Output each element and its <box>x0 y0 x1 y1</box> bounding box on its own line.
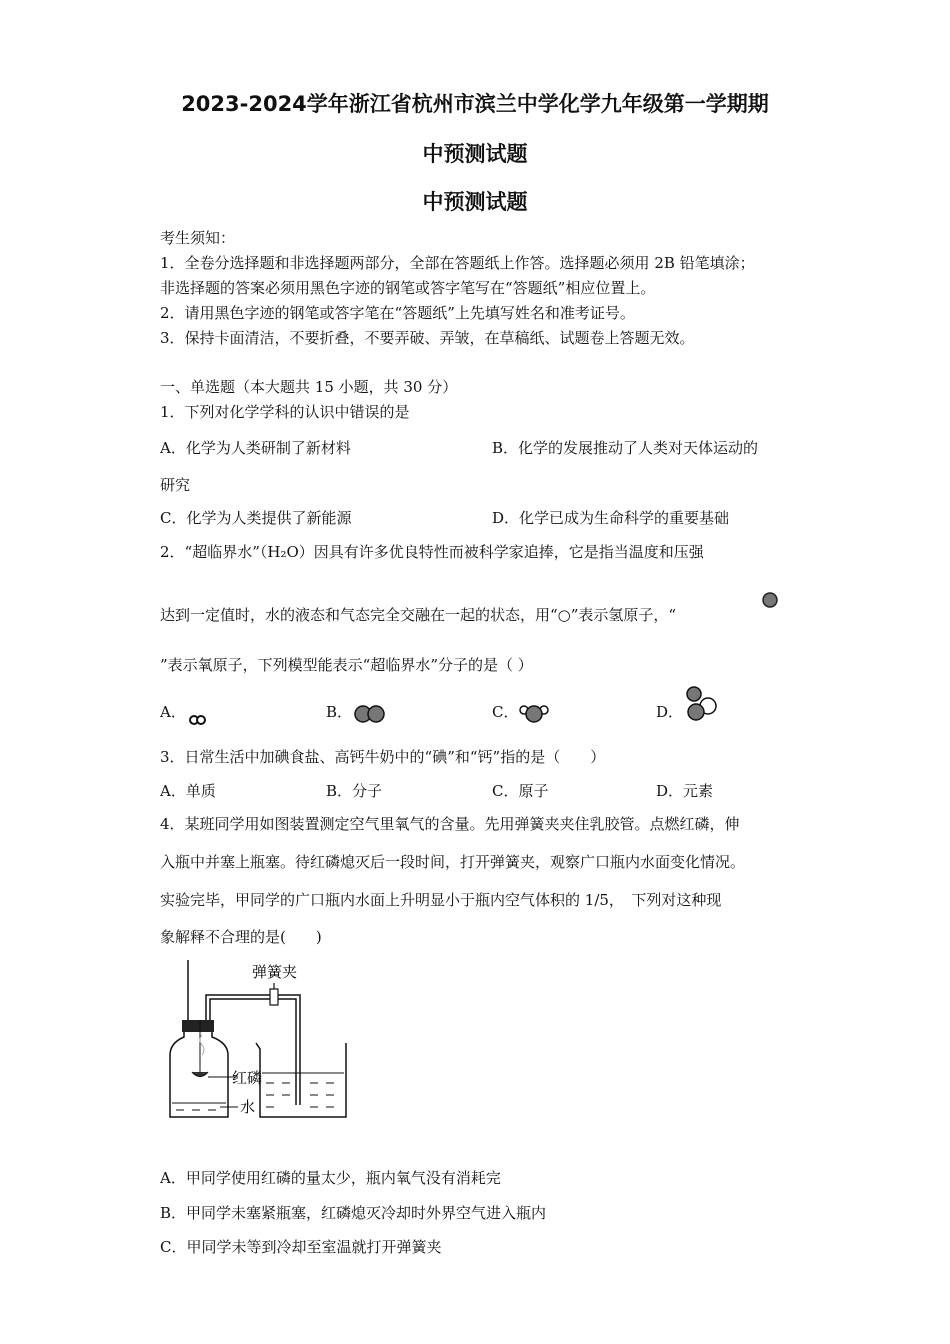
q4-option-b[interactable]: B．甲同学未塞紧瓶塞，红磷熄灭冷却时外界空气进入瓶内 <box>160 1204 547 1222</box>
page-title: 2023-2024学年浙江省杭州市滨兰中学化学九年级第一学期期 <box>181 92 769 116</box>
molecule-c-icon <box>518 702 550 726</box>
label-spring-clip: 弹簧夹 <box>252 963 298 981</box>
q3-stem: 3．日常生活中加碘食盐、高钙牛奶中的“碘”和“钙”指的是（ ） <box>160 748 606 766</box>
page-subtitle: 中预测试题 <box>422 142 528 166</box>
q2-option-a[interactable]: A． <box>160 703 186 721</box>
q3-option-d[interactable]: D．元素 <box>656 782 714 800</box>
q2-stem-cont: 达到一定值时，水的液态和气态完全交融在一起的状态，用“○”表示氢原子，“ <box>160 606 677 624</box>
q1-stem: 1．下列对化学学科的认识中错误的是 <box>160 403 410 421</box>
q1-option-c[interactable]: C．化学为人类提供了新能源 <box>160 509 352 527</box>
notice-item-1-cont: 非选择题的答案必须用黑色字迹的钢笔或答字笔写在“答题纸”相应位置上。 <box>160 279 656 297</box>
q4-option-a[interactable]: A．甲同学使用红磷的量太少，瓶内氧气没有消耗完 <box>160 1169 501 1187</box>
q2-option-d[interactable]: D． <box>656 703 684 721</box>
q1-option-a[interactable]: A．化学为人类研制了新材料 <box>160 439 351 457</box>
q4-stem-line-4: 象解释不合理的是( ) <box>160 928 322 946</box>
q4-stem: 4．某班同学用如图装置测定空气里氧气的含量。先用弹簧夹夹住乳胶管。点燃红磷，伸 <box>160 815 740 833</box>
notice-heading: 考生须知： <box>160 229 236 247</box>
molecule-b-icon <box>353 703 387 725</box>
q4-option-c[interactable]: C．甲同学未等到冷却至室温就打开弹簧夹 <box>160 1238 442 1256</box>
q3-option-a[interactable]: A．单质 <box>160 782 216 800</box>
q2-option-b[interactable]: B． <box>326 703 353 721</box>
notice-item-1: 1．全卷分选择题和非选择题两部分，全部在答题纸上作答。选择题必须用 2B 铅笔填涂； <box>160 254 755 272</box>
notice-item-3: 3．保持卡面清洁，不要折叠，不要弄破、弄皱，在草稿纸、试题卷上答题无效。 <box>160 329 695 347</box>
q2-stem: 2．“超临界水”（H₂O）因具有许多优良特性而被科学家追捧，它是指当温度和压强 <box>160 543 704 561</box>
molecule-a-icon <box>188 712 208 726</box>
section-heading: 一、单选题（本大题共 15 小题，共 30 分） <box>160 378 458 396</box>
label-red-phosphorus: 红磷 <box>232 1069 263 1087</box>
page-subtitle-repeat: 中预测试题 <box>422 190 528 214</box>
q2-stem-end: ”表示氧原子，下列模型能表示“超临界水”分子的是（ ） <box>160 656 533 674</box>
molecule-d-icon <box>684 684 720 726</box>
q3-option-c[interactable]: C．原子 <box>492 782 549 800</box>
notice-item-2: 2．请用黑色字迹的钢笔或答字笔在“答题纸”上先填写姓名和准考证号。 <box>160 304 635 322</box>
q1-option-b-cont: 研究 <box>160 476 191 494</box>
q4-stem-line-2: 入瓶中并塞上瓶塞。待红磷熄灭后一段时间，打开弹簧夹，观察广口瓶内水面变化情况。 <box>160 853 746 871</box>
label-water: 水 <box>240 1098 256 1116</box>
q1-option-d[interactable]: D．化学已成为生命科学的重要基础 <box>492 509 730 527</box>
oxygen-atom-icon <box>760 590 780 610</box>
oxygen-experiment-diagram <box>160 955 360 1130</box>
q2-option-c[interactable]: C． <box>492 703 519 721</box>
q3-option-b[interactable]: B．分子 <box>326 782 383 800</box>
q1-option-b[interactable]: B．化学的发展推动了人类对天体运动的 <box>492 439 759 457</box>
q4-stem-line-3: 实验完毕，甲同学的广口瓶内水面上升明显小于瓶内空气体积的 1/5， 下列对这种现 <box>160 891 722 909</box>
